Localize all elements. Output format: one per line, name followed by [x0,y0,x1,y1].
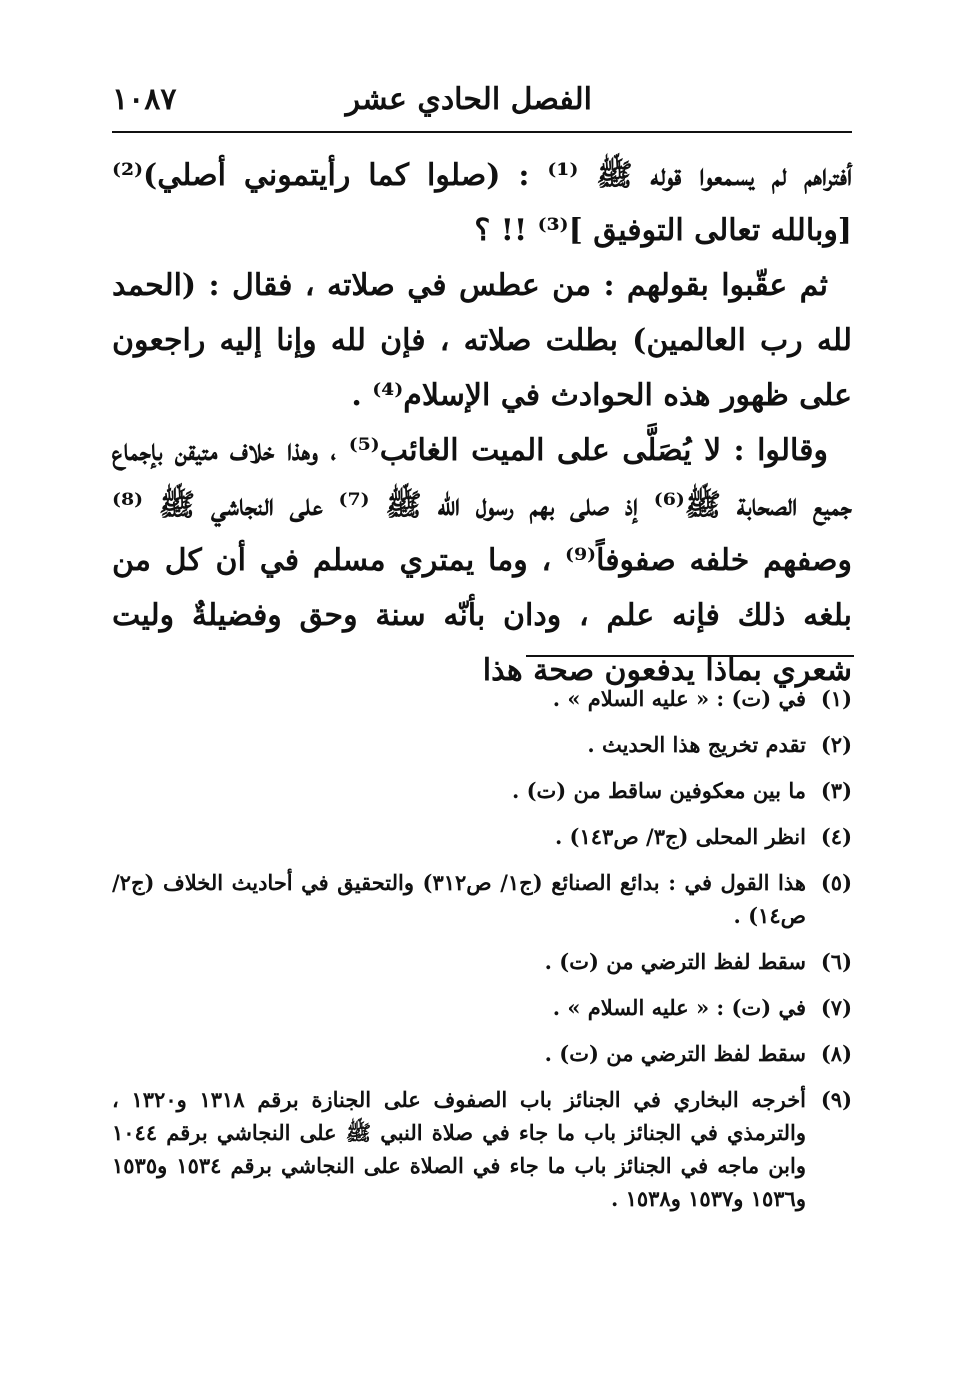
footnotes [112,682,852,1228]
footnote-number: (٦) [820,949,852,974]
footnote-number: (٤) [820,824,852,849]
header-divider [112,131,852,133]
footnote-number: (٧) [820,995,852,1020]
footnote [112,1083,852,1215]
footnote-text: ما بين معكوفين ساقط من (ت) . [511,778,806,803]
footnote [112,991,852,1024]
footnote-text: في (ت) : « عليه السلام » . [552,995,806,1020]
footnote-number: (٥) [820,870,852,895]
footnote-text: أخرجه البخاري في الجنائز باب الصفوف على الجنازة برقم ١٣١٨ و١٣٢٠ ، والترمذي في الجنائز باب ما جاء في صلاة النبي ﷺ على النجاشي برقم ١٠٤٤ وابن ماجه في الجنائز باب ما جاء في الصلاة على النجاشي برقم ١٥٣٤ و١٥٣٥ و١٥٣٦ و١٥٣٧ و١٥٣٨ . [112,1087,807,1211]
footnote [112,774,852,807]
footnote [112,820,852,853]
body-paragraph: ثم عقّبوا بقولهم : من عطس في صلاته ، فقال : (الحمد لله رب العالمين) بطلت صلاته ، فإن لله وإنا إليه راجعون على ظهور هذه الحوادث في الإسلام⁽⁴⁾ . [112,268,852,413]
body-paragraph: وقالوا : لا يُصَلَّى على الميت الغائب⁽⁵⁾ ، وهذا خلاف متيقن بإجماع جميع الصحابة ﷺ⁽⁶⁾ إذ صلى بهم رسول الله ﷺ ⁽⁷⁾ على النجاشي ﷺ ⁽⁸⁾ وصفهم خلفه صفوفاً⁽⁹⁾ ، وما يمتري مسلم في أن كل من بلغه ذلك فإنه علم ، ودان بأنّه سنة وحق وفضيلةٌ وليت شعري بماذا يدفعون صحة هذا [112,433,853,688]
footnote-number: (٢) [820,732,852,757]
footnote-text: هذا القول في : بدائع الصنائع (ج١/ ص٣١٢) والتحقيق في أحاديث الخلاف (ج٢/ ص١٤) . [112,870,806,928]
footnote [112,728,852,761]
footnote-number: (٨) [820,1041,852,1066]
footnote-text: سقط لفظ الترضي من (ت) . [544,949,806,974]
main-text [112,148,852,698]
footnote-number: (٩) [820,1087,852,1112]
body-paragraph: أفتراهم لم يسمعوا قوله ﷺ ⁽¹⁾ : (صلوا كما رأيتموني أصلي)⁽²⁾ [وبالله تعالى التوفيق ]⁽³⁾ !! ؟ [112,158,852,248]
footnote [112,866,852,932]
footnote-text: تقدم تخريج هذا الحديث . [587,732,806,757]
footnote-number: (٣) [820,778,852,803]
page-number: ١٠٨٧ [112,82,177,117]
page-header [112,78,852,128]
footnote-text: في (ت) : « عليه السلام » . [552,686,806,711]
chapter-title: الفصل الحادي عشر [345,82,592,117]
footnote-text: انظر المحلى (ج٣/ ص١٤٣) . [554,824,806,849]
footnote-text: سقط لفظ الترضي من (ت) . [544,1041,806,1066]
footnote [112,682,852,715]
footnote-number: (١) [820,686,852,711]
footnote [112,1037,852,1070]
footnote-divider [526,655,854,657]
footnote [112,945,852,978]
